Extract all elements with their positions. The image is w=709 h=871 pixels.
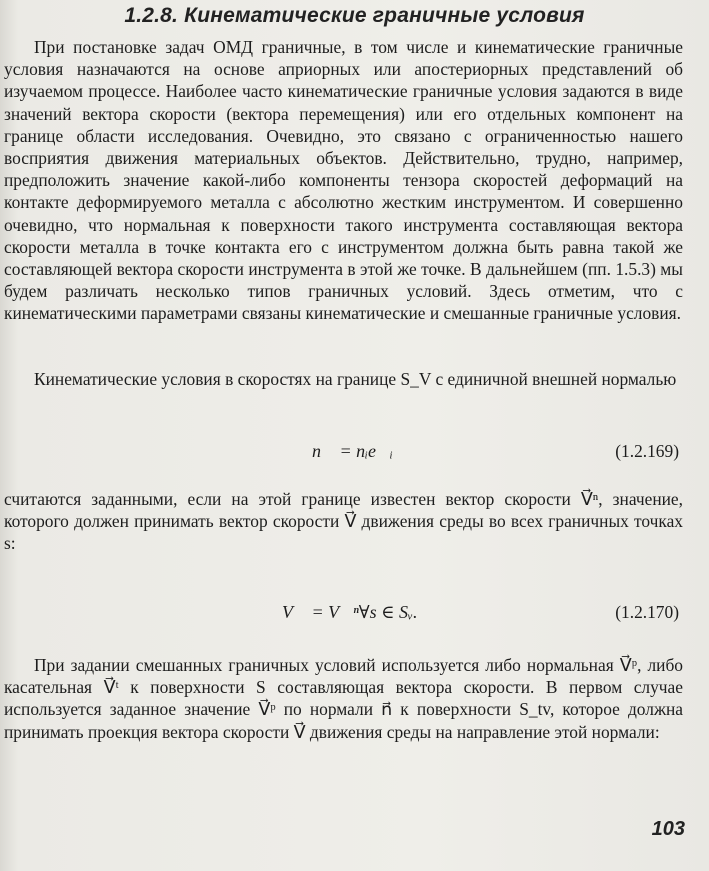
equation-2 (0, 597, 709, 627)
equation-1-number: (1.2.169) (615, 441, 679, 461)
paragraph-3-text: считаются заданными, если на этой границе известен вектор скорости V⃗ⁿ, значение, которого должен принимать вектор скорости V⃗ движения среды во всех граничных точках s: (4, 489, 683, 554)
paragraph-1 (4, 36, 683, 325)
paragraph-3 (4, 488, 683, 555)
paragraph-1-text: При постановке задач ОМД граничные, в том числе и кинематические граничные условия назначаются на основе априорных или апостериорных представлений об изучаемом процессе. Наиболее часто кинематические граничные условия задаются в виде значений вектора скорости (вектора перемещения) или его отдельных компонент на границе области исследования. Очевидно, это связано с ограниченностью нашего восприятия движения материальных объектов. Действительно, трудно, например, предположить значение какой-либо компоненты тензора скоростей деформаций на контакте деформируемого металла с абсолютно жестким инструментом. И совершенно очевидно, что нормальная к поверхности такого инструмента составляющая вектора скорости металла в точке контакта его с инструментом должна быть равна такой же составляющей вектора скорости инструмента в этой же точке. В дальнейшем (пп. 1.5.3) мы будем различать несколько типов граничных условий. Здесь отметим, что с кинематическими параметрами связаны кинематические и смешанные граничные условия. (4, 37, 683, 324)
page-number: 103 (651, 818, 685, 840)
equation-1 (0, 436, 709, 466)
equation-2-number: (1.2.170) (615, 602, 679, 622)
section-heading: 1.2.8. Кинематические граничные условия (124, 4, 585, 27)
paragraph-2 (4, 368, 683, 390)
paragraph-4-text: При задании смешанных граничных условий используется либо нормальная V⃗ᵖ, либо касательная V⃗ᵗ к поверхности S составляющая вектора скорости. В первом случае используется заданное значение V⃗ᵖ по нормали n⃗ к поверхности S_tv, которое должна принимать проекция вектора скорости V⃗ движения среды на направление этой нормали: (4, 655, 683, 742)
paragraph-2-text: Кинематические условия в скоростях на границе S_V с единичной внешней нормалью (34, 369, 677, 389)
paragraph-4 (4, 654, 683, 743)
equation-1-expression: n⃗ = nᵢe⃗ᵢ (312, 441, 393, 461)
equation-2-expression: V⃗ = V⃗ⁿ∀s ∈ Sᵥ. (282, 602, 418, 622)
